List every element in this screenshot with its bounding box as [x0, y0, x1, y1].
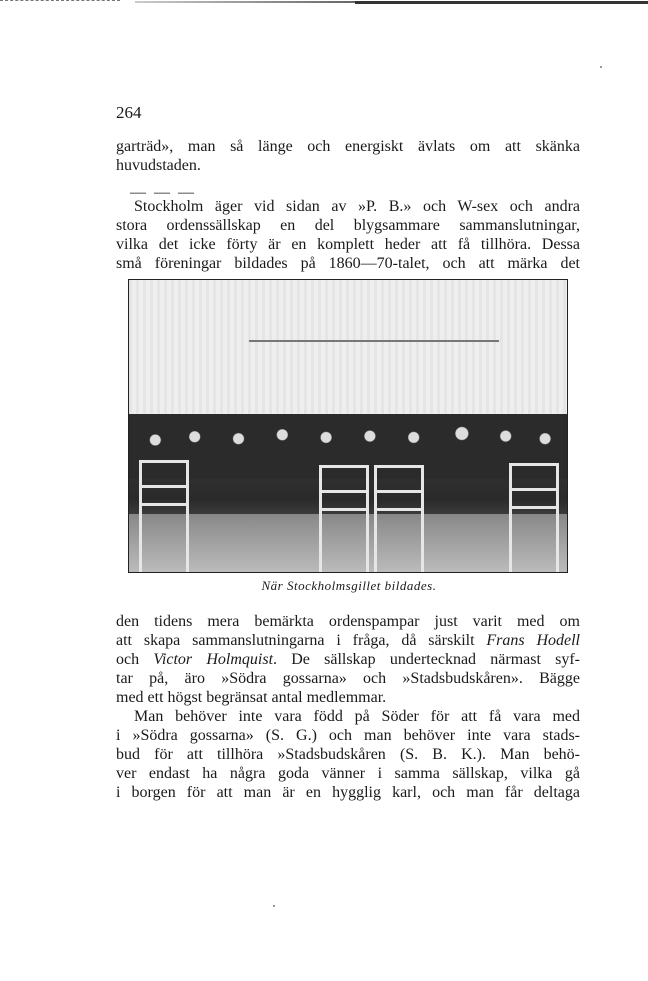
text-line: ver endast ha några goda vänner i samma sällskap, vilka gå	[116, 765, 580, 782]
photo-chair	[374, 465, 424, 573]
text-line	[116, 650, 580, 669]
paragraph-3	[116, 612, 580, 707]
text-line: den tidens mera bemärkta ordenspampar just varit med om	[116, 613, 580, 630]
scan-edge-gradient	[135, 1, 355, 3]
text-line: tar på, äro »Södra gossarna» och »Stadsbudskåren». Bägge	[116, 670, 580, 687]
figure-caption: När Stockholmsgillet bildades.	[261, 578, 437, 593]
text-span: . De sällskap undertecknad närmast syf-	[273, 651, 581, 668]
text-line	[116, 631, 580, 650]
text-span: och	[116, 651, 154, 668]
text-line: stora ordenssällskap en del blygsammare sammanslutningar,	[116, 217, 580, 234]
text-span: att skapa sammanslutningarna i fråga, då särskilt	[116, 632, 487, 649]
paragraph-2	[116, 197, 580, 273]
text-line: Stockholm äger vid sidan av »P. B.» och W-sex och andra	[134, 198, 580, 215]
person-name: Frans Hodell	[486, 632, 580, 649]
person-name: Victor Holmquist	[153, 651, 274, 668]
text-line: vilka det icke förty är en komplett heder att få tillhöra. Dessa	[116, 236, 580, 253]
text-line: garträd», man så länge och energiskt ävlats om att skänka	[116, 138, 580, 155]
scan-speck	[600, 66, 602, 68]
photo-wall-frame	[249, 340, 499, 387]
paragraph-1	[116, 137, 580, 175]
text-line: i »Södra gossarna» (S. G.) och man behöver inte vara stads-	[116, 727, 580, 744]
photograph	[128, 279, 568, 573]
scan-edge-dashes	[0, 0, 120, 2]
text-line: små föreningar bildades på 1860—70-talet, och att märka det	[116, 255, 580, 272]
text-line: med ett högst begränsat antal medlemmar.	[116, 689, 387, 706]
photo-chair	[139, 460, 189, 573]
text-line: huvudstaden.	[116, 157, 201, 174]
scan-edge-bar	[355, 1, 648, 4]
text-line: bud för att tillhöra »Stadsbudskåren (S. B. K.). Man behö-	[116, 746, 580, 763]
scan-speck	[273, 905, 275, 907]
text-line: i borgen för att man är en hygglig karl, och man får deltaga	[116, 784, 580, 801]
scan-edge-line	[0, 0, 648, 4]
section-separator: — — —	[130, 184, 196, 201]
photo-chair	[509, 463, 559, 573]
page-number: 264	[116, 103, 142, 122]
paragraph-4	[116, 707, 580, 802]
photo-chair	[319, 465, 369, 573]
text-line: Man behöver inte vara född på Söder för att få vara med	[134, 708, 580, 725]
